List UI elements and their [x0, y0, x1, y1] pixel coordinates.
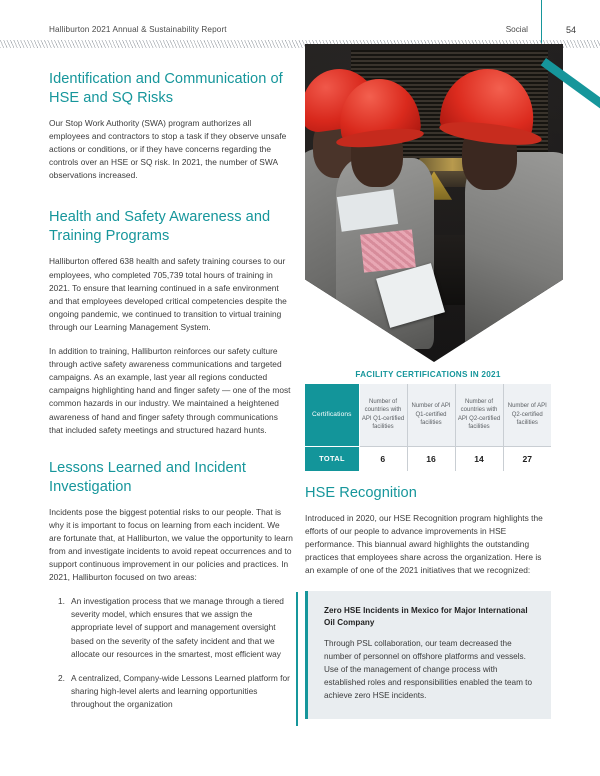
table-header-col-4: Number of API Q2-certified facilities: [503, 384, 551, 446]
callout-title: Zero HSE Incidents in Mexico for Major International Oil Company: [324, 606, 528, 628]
heading-lessons-learned: Lessons Learned and Incident Investigation: [49, 459, 246, 495]
table-cell-total-col-1: 6: [359, 446, 407, 471]
paragraph-training-courses: Halliburton offered 638 health and safety training courses to our employees, who completed 705,739 total hours of training in 2021. To ensure that learning continued in a safe environment and that employees developed critical competencies despite the ongoing pandemic, we continued to transition to virtual training through our Learning Management System.: [49, 256, 287, 332]
paragraph-incidents: Incidents pose the biggest potential risks to our people. That is why it is important to focus on learning from each incident. We are fortunate that, at Halliburton, we value the opportunity to learn from and investigate incidents to avoid repeat occurrences and to support continuous improvement in our policies and practices. In 2021, Halliburton focused on two areas:: [49, 506, 293, 583]
paragraph-safety-culture: In addition to training, Halliburton reinforces our safety culture through active safety awareness communications and targeted campaigns. As an example, last year all regions conducted campaigns highlighting hand and finger safety — one of the most common hazards in our industry. We maintained a heightened awareness of hand and finger safety through communications that included safety meetings and structured hazard hunts.: [49, 346, 291, 435]
page-header: [0, 20, 600, 40]
page-number: 54: [565, 25, 576, 35]
list-item: A centralized, Company-wide Lessons Learned platform for sharing high-level alerts and learning opportunities throughout the organization: [71, 672, 290, 709]
callout-body: Through PSL collaboration, our team decreased the number of personnel on offshore platforms and vessels. Use of the management of change process with established roles and responsibilities enabled the team to achieve zero HSE incidents.: [324, 639, 533, 701]
heading-identification-communication: Identification and Communication of HSE and SQ Risks: [49, 71, 283, 106]
header-section-label: Social: [505, 25, 528, 34]
list-item: An investigation process that we manage through a tiered severity model, which ensures that we assign the appropriate level of support and management oversight based on the severity of the safety incident and that we allocate our resources in the smartest, most efficient way: [71, 596, 284, 659]
lessons-learned-list: [49, 595, 293, 711]
table-row: [305, 446, 551, 471]
hero-photo: [305, 44, 563, 362]
header-teal-tick: [541, 0, 542, 44]
table-title: FACILITY CERTIFICATIONS IN 2021: [355, 370, 501, 379]
paragraph-hse-recognition: Introduced in 2020, our HSE Recognition program highlights the efforts of our people to advance improvements in HSE performance. This biannual award highlights the outstanding practices that employees share across the organization. Here is an example of one of the 2021 initiatives that we recognized:: [305, 513, 543, 576]
heading-health-safety-training: Health and Safety Awareness and Training Programs: [49, 209, 271, 245]
table-header-col-3: Number of countries with API Q2-certified facilities: [455, 384, 503, 446]
column-divider-teal: [296, 592, 298, 726]
facility-certifications-table: [305, 384, 551, 471]
left-column: [49, 70, 293, 722]
table-cell-total-col-4: 27: [503, 446, 551, 471]
table-cell-total-col-2: 16: [407, 446, 455, 471]
table-header-col-1: Number of countries with API Q1-certified facilities: [359, 384, 407, 446]
table-header-certifications: Certifications: [305, 384, 359, 446]
table-header-row: [305, 384, 551, 446]
callout-box: [305, 591, 551, 719]
heading-hse-recognition: HSE Recognition: [305, 485, 417, 501]
spacer: [49, 448, 293, 459]
spacer: [305, 471, 551, 484]
table-cell-total-col-3: 14: [455, 446, 503, 471]
report-title: Halliburton 2021 Annual & Sustainability Report: [49, 25, 227, 34]
paragraph-swa: Our Stop Work Authority (SWA) program authorizes all employees and contractors to stop a task if they observe unsafe actions or conditions, or if they have concerns regarding the controls over an HSE or SQ risk. In 2021, the number of SWA observations increased.: [49, 118, 287, 181]
table-header-col-2: Number of API Q1-certified facilities: [407, 384, 455, 446]
hero-photo-image: [305, 44, 563, 362]
right-column: [305, 370, 551, 719]
photo-pink-material: [360, 229, 415, 272]
table-row-label-total: TOTAL: [305, 446, 359, 471]
spacer: [49, 193, 293, 208]
